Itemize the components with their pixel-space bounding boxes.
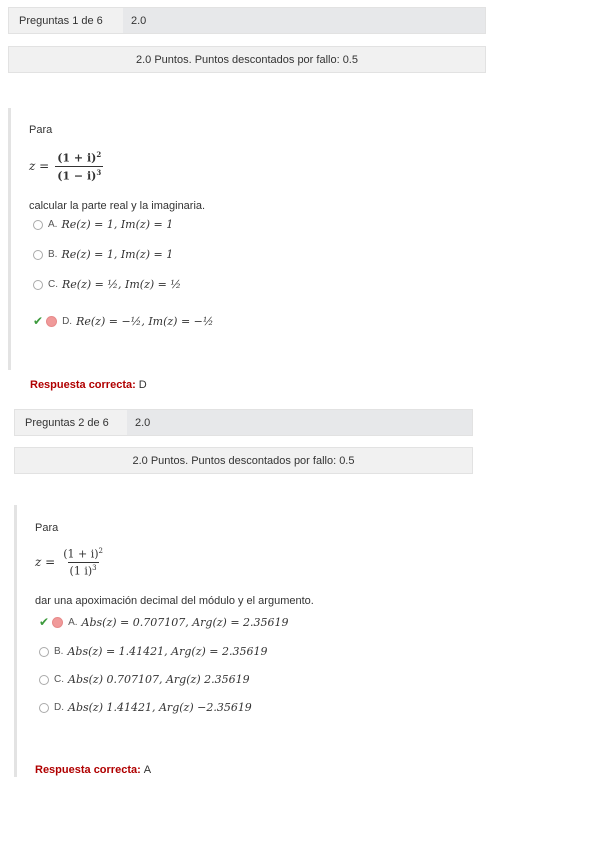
answer-option-c[interactable]	[39, 673, 250, 686]
option-text: Abs(z) 1.41421, Arg(z) −2.35619	[68, 701, 252, 714]
formula-denominator: (1 i)$^3$	[69, 563, 97, 578]
formula-lhs: z =	[29, 159, 50, 174]
question-instruction: dar una apoximación decimal del módulo y el argumento.	[35, 595, 314, 607]
correct-answer	[35, 764, 151, 776]
question-1-points: 2.0 Puntos. Puntos descontados por fallo: 0.5	[8, 46, 486, 73]
formula-lhs: z =	[35, 555, 56, 570]
option-text: Abs(z) 0.707107, Arg(z) 2.35619	[68, 673, 250, 686]
question-1-header	[8, 7, 486, 34]
question-formula	[29, 150, 103, 182]
radio-icon[interactable]	[33, 250, 43, 260]
option-letter: B.	[48, 249, 58, 260]
radio-icon[interactable]	[39, 703, 49, 713]
formula-numerator: $(1 + i)^2$	[63, 547, 103, 561]
option-letter: A.	[68, 616, 78, 628]
question-2-body	[14, 505, 473, 777]
correct-answer	[30, 379, 147, 391]
question-2-points: 2.0 Puntos. Puntos descontados por fallo: 0.5	[14, 447, 473, 474]
option-letter: D.	[62, 315, 73, 327]
formula-fraction	[55, 150, 103, 182]
option-text: Re(z) = 1, Im(z) = 1	[61, 248, 174, 261]
question-prompt: Para	[35, 522, 59, 534]
formula-fraction	[61, 547, 105, 577]
option-text: Abs(z) = 0.707107, Arg(z) = 2.35619	[81, 615, 289, 629]
radio-icon[interactable]	[33, 220, 43, 230]
option-letter: C.	[48, 279, 58, 290]
checkmark-icon: ✔	[33, 314, 44, 328]
option-letter: B.	[54, 646, 64, 657]
question-2-header	[14, 409, 473, 436]
formula-numerator: $(1 + i)^2$	[57, 150, 102, 165]
option-letter: A.	[48, 219, 58, 230]
checkmark-icon: ✔	[39, 615, 50, 629]
question-score: 2.0	[123, 8, 485, 33]
correct-answer-label: Respuesta correcta:	[35, 764, 141, 776]
radio-icon[interactable]	[46, 316, 57, 327]
radio-icon[interactable]	[52, 617, 63, 628]
answer-option-c[interactable]	[33, 278, 181, 291]
question-formula	[35, 547, 105, 577]
question-prompt: Para	[29, 124, 53, 136]
question-score: 2.0	[127, 410, 472, 435]
question-number: Preguntas 2 de 6	[25, 416, 109, 429]
answer-option-b[interactable]	[33, 248, 173, 261]
answer-option-b[interactable]	[39, 645, 267, 658]
correct-answer-value: A	[143, 764, 152, 776]
question-number: Preguntas 1 de 6	[19, 14, 103, 27]
option-letter: D.	[54, 702, 64, 713]
correct-answer-label: Respuesta correcta:	[30, 379, 136, 391]
radio-icon[interactable]	[39, 647, 49, 657]
radio-icon[interactable]	[39, 675, 49, 685]
question-1-body	[8, 108, 486, 370]
option-text: Abs(z) = 1.41421, Arg(z) = 2.35619	[67, 645, 268, 658]
option-text: Re(z) = 1, Im(z) = 1	[61, 218, 174, 231]
answer-option-d[interactable]	[33, 314, 214, 328]
option-letter: C.	[54, 674, 64, 685]
answer-option-a[interactable]	[39, 615, 289, 629]
option-text: Re(z) = ½, Im(z) = ½	[62, 278, 182, 291]
option-text: Re(z) = −½, Im(z) = −½	[76, 314, 214, 328]
answer-option-d[interactable]	[39, 701, 252, 714]
formula-denominator: $(1 - i)^3$	[57, 167, 102, 183]
correct-answer-value: D	[138, 379, 147, 391]
radio-icon[interactable]	[33, 280, 43, 290]
answer-option-a[interactable]	[33, 218, 173, 231]
question-instruction: calcular la parte real y la imaginaria.	[29, 200, 206, 212]
